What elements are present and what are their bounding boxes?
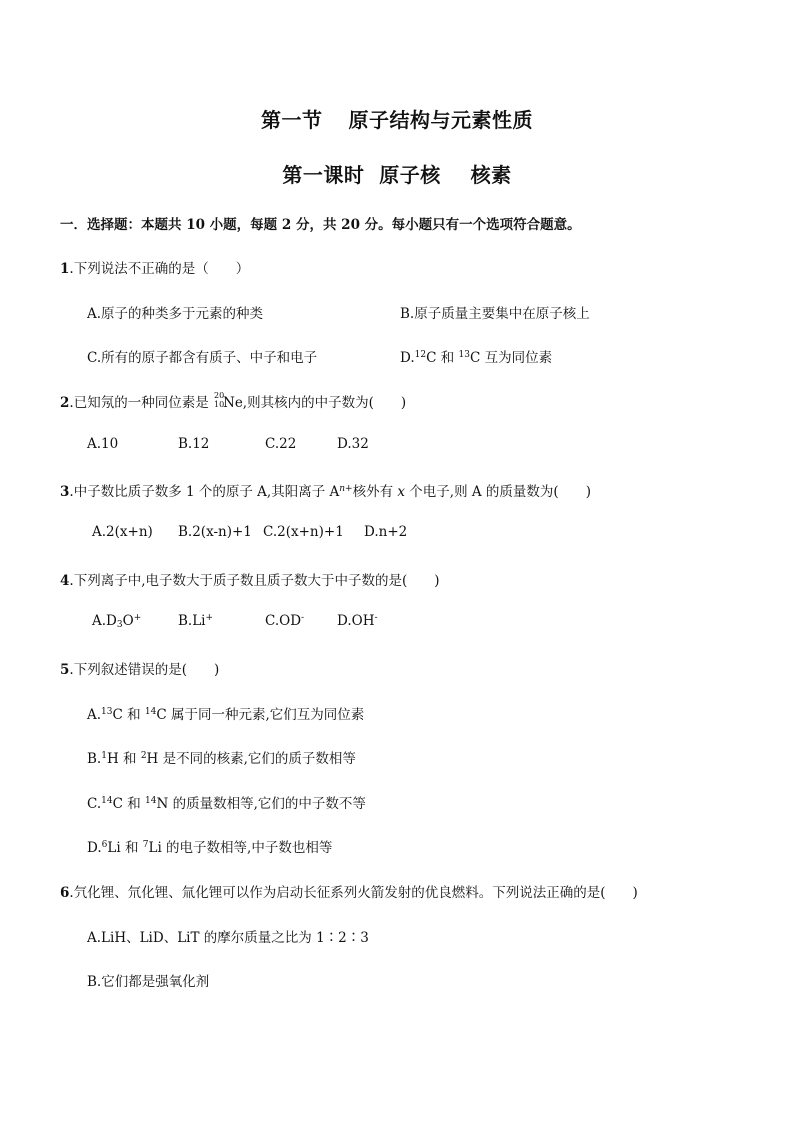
question-4-option-c: C.OD- — [265, 613, 305, 629]
question-2-option-b: B.12 — [178, 436, 210, 452]
question-5-option-d: D.$^6$Li 和 $^7$Li 的电子数相等,中子数也相等 — [87, 840, 333, 856]
question-4-option-b: B.Li+ — [178, 613, 214, 629]
question-3-option-a: A.2(x+n) — [92, 524, 153, 540]
isotope-notation: 20 10 — [214, 391, 225, 409]
question-1-option-c: C.所有的原子都含有质子、中子和电子 — [87, 350, 318, 366]
question-3-option-b: B.2(x-n)+1 — [178, 524, 252, 540]
question-2-option-a: A.10 — [87, 436, 119, 452]
question-1-option-d: D.$^{12}$C 和 $^{13}$C 互为同位素 — [400, 350, 553, 366]
title-topic: 原子结构与元素性质 — [348, 108, 533, 132]
question-6-option-a: A.LiH、LiD、LiT 的摩尔质量之比为 1∶2∶3 — [87, 930, 369, 946]
question-5-stem: 5.下列叙述错误的是( ) — [60, 662, 220, 678]
question-1-option-a: A.原子的种类多于元素的种类 — [87, 306, 264, 322]
page-subtitle: 第一课时 原子核 核素 — [282, 163, 512, 187]
question-2-option-c: C.22 — [265, 436, 297, 452]
question-3-option-c: C.2(x+n)+1 — [263, 524, 344, 540]
question-5-option-b: B.$^1$H 和 $^2$H 是不同的核素,它们的质子数相等 — [87, 751, 356, 767]
question-3-stem: 3.中子数比质子数多 1 个的原子 A,其阳离子 $A^{n+}$核外有 x 个电子,则 A 的质量数为( ) — [60, 484, 591, 500]
question-1-option-b: B.原子质量主要集中在原子核上 — [400, 306, 590, 322]
question-2-option-d: D.32 — [337, 436, 369, 452]
question-5-option-c: C.$^{14}$C 和 $^{14}$N 的质量数相等,它们的中子数不等 — [87, 796, 366, 812]
question-4-option-a: $A.D_3O^+$ — [92, 613, 142, 630]
question-6-option-b: B.它们都是强氧化剂 — [87, 974, 210, 990]
title-section: 第一节 — [261, 108, 323, 132]
section-heading: 一．选择题：本题共 10 小题，每题 2 分，共 20 分。每小题只有一个选项符合题意。 — [60, 217, 581, 233]
question-6-stem: 6.氕化锂、氘化锂、氚化锂可以作为启动长征系列火箭发射的优良燃料。下列说法正确的是( ) — [60, 885, 638, 901]
page-title — [0, 104, 794, 133]
question-4-stem: 4.下列离子中,电子数大于质子数且质子数大于中子数的是( ) — [60, 573, 440, 589]
question-1-stem: 1.下列说法不正确的是（ ） — [60, 261, 250, 277]
question-3-option-d: D.n+2 — [364, 524, 408, 540]
question-2-stem: 2.已知氖的一种同位素是 20 10 Ne,则其核内的中子数为( ) — [60, 391, 407, 411]
question-5-option-a: A.$^{13}$C 和 $^{14}$C 属于同一种元素,它们互为同位素 — [87, 707, 365, 723]
question-4-option-d: D.OH- — [337, 613, 378, 629]
